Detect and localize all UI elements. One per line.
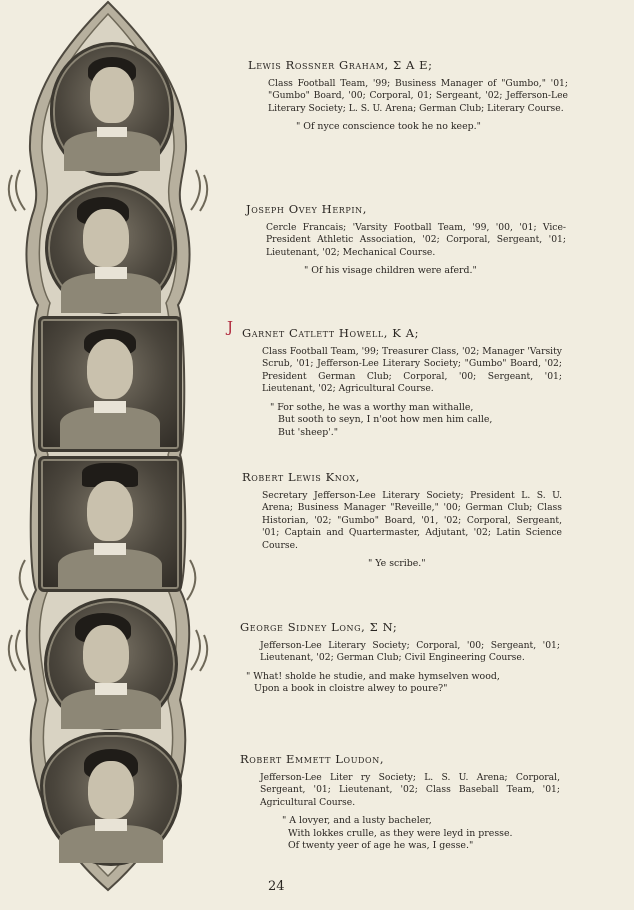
entry-description: Class Football Team, '99; Treasurer Class, '02; Manager 'Varsity Scrub, '01; Jefferson-Lee Literary Society; "Gumbo" Board, '02; President German Club; Corporal, '00; Sergeant, '01; Lieutenant, '02; Agricultural Course. xyxy=(262,346,562,395)
entry-quote xyxy=(368,558,582,571)
quote-line: " Ye scribe." xyxy=(368,558,426,570)
portrait-graham xyxy=(50,42,174,176)
entry-description: Jefferson-Lee Liter ry Society; L. S. U. Arena; Corporal, Sergeant, '01; Lieutenant, '02; Class Baseball Team, '01; Agricultural Course. xyxy=(260,772,560,808)
portrait-knox xyxy=(38,456,182,592)
entry-description: Cercle Francais; 'Varsity Football Team, '99, '00, '01; Vice-President Athletic Association, '02; Corporal, Sergeant, '01; Lieutenant, '02; Mechanical Course. xyxy=(266,222,566,258)
quote-line: But 'sheep'." xyxy=(278,426,339,438)
entry-graham xyxy=(248,58,588,134)
entry-quote xyxy=(304,265,586,278)
quote-line: But sooth to seyn, I n'oot how men him calle, xyxy=(278,414,493,426)
quote-line: " What! sholde he studie, and make hymselven wood, xyxy=(246,670,500,682)
entry-description: Secretary Jefferson-Lee Literary Society; President L. S. U. Arena; Business Manager "Reveille," '00; German Club; Class Historian, '02; "Gumbo" Board, '01, '02; Corporal, Sergeant, '01; Captain and Quartermaster, Adjutant, '02; Latin Science Course. xyxy=(262,490,562,551)
entry-description: Class Football Team, '99; Business Manager of "Gumbo," '01; "Gumbo" Board, '00; Corporal, 01; Sergeant, '02; Jefferson-Lee Literary Society; L. S. U. Arena; German Club; Literary Course. xyxy=(268,78,568,114)
quote-line: Of twenty yeer of age he was, I gesse." xyxy=(288,840,474,852)
page-number: 24 xyxy=(268,879,285,894)
entry-name: Robert Emmett Loudon, xyxy=(240,752,385,766)
margin-mark: J xyxy=(227,318,234,336)
quote-line: Upon a book in cloistre alwey to poure?" xyxy=(254,683,448,695)
entry-description: Jefferson-Lee Literary Society; Corporal, '00; Sergeant, '01; Lieutenant, '02; German Club; Civil Engineering Course. xyxy=(260,640,560,664)
entry-name: Lewis Rossner Graham, Σ A E; xyxy=(248,58,433,72)
entry-quote xyxy=(270,402,582,440)
entry-quote xyxy=(282,815,580,853)
quote-line: " Of nyce conscience took he no keep." xyxy=(296,121,481,133)
entry-herpin xyxy=(246,202,586,278)
quote-line: " A lovyer, and a lusty bacheler, xyxy=(282,815,432,827)
portrait-herpin xyxy=(45,182,177,314)
portrait-loudon xyxy=(40,732,182,866)
portrait-column xyxy=(0,0,215,910)
entry-name: George Sidney Long, Σ N; xyxy=(240,620,398,634)
entry-howell xyxy=(242,326,582,439)
entry-name: Joseph Ovey Herpin, xyxy=(246,202,367,216)
portrait-howell xyxy=(38,316,182,452)
entry-loudon xyxy=(240,752,580,853)
entry-quote xyxy=(246,671,580,696)
entry-long xyxy=(240,620,580,696)
entry-name: Garnet Catlett Howell, K A; xyxy=(242,326,420,340)
entry-quote xyxy=(296,121,588,134)
portrait-long xyxy=(44,598,178,730)
entry-name: Robert Lewis Knox, xyxy=(242,470,360,484)
entry-knox xyxy=(242,470,582,571)
quote-line: " For sothe, he was a worthy man withalle, xyxy=(270,401,474,413)
quote-line: With lokkes crulle, as they were leyd in presse. xyxy=(288,827,513,839)
quote-line: " Of his visage children were aferd." xyxy=(304,265,477,277)
